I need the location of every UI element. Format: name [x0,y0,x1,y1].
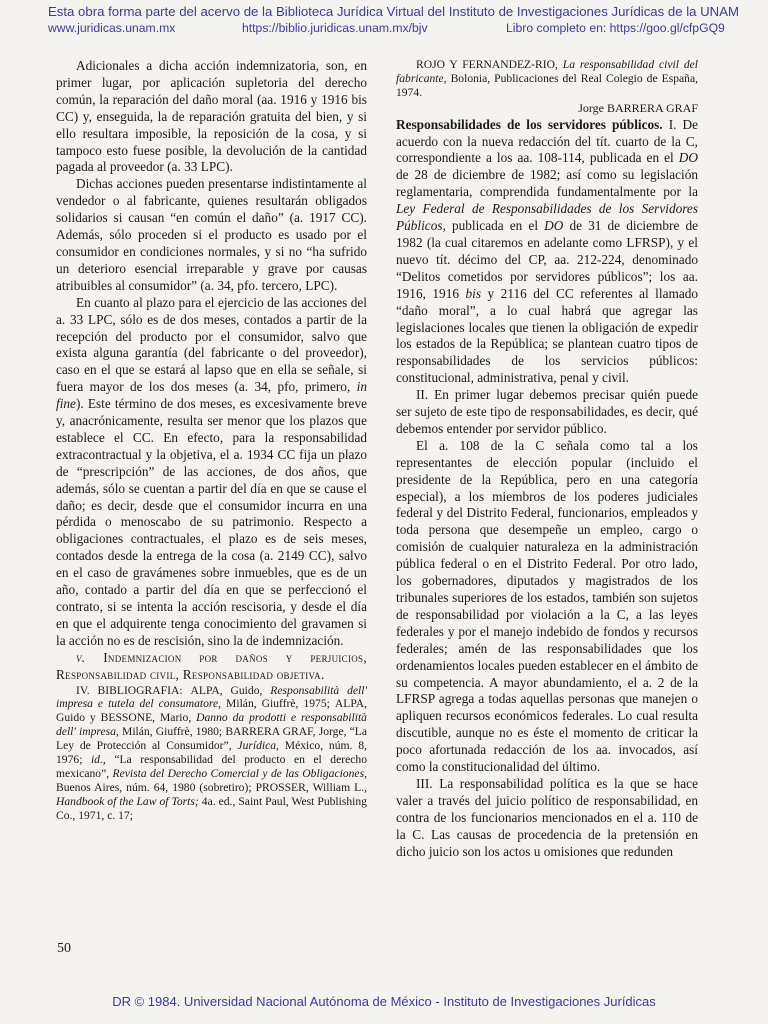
left-column [56,58,367,823]
paragraph: El a. 108 de la C señala como tal a los representantes de elección popular (incluido el presidente de la República, pero en una categoría especial), a los miembros de los poderes judiciales federal y del Distrito Federal, funcionarios, empleados y toda persona que desempeñe un empleo, cargo o comisión de cualquier naturaleza en la administración pública federal o en el Distrito Federal. Por otro lado, los gobernadores, diputados y magistrados de los tribunales superiores de los estados, también son sujetos de responsabilidad por violación a la C, a las leyes federales y por el manejo indebido de fondos y recursos federales; amén de las responsabilidades que los ordenamientos locales pueden establecer en el ámbito de su competencia. A mayor abundamiento, el a. 2 de la LFRSP agrega a todas aquellas personas que manejen o apliquen recursos económicos federales. Lo cual resulta discutible, aunque no es éste el momento de criticar la poco afortunada redacción de los aa. invocados, así como la constitucionalidad del último. [396,437,698,775]
paragraph: En cuanto al plazo para el ejercicio de las acciones del a. 33 LPC, sólo es de dos meses, contados a partir de la recepción del producto por el consumidor, salvo que exista alguna garantía (del fabricante o del proveedor), caso en el que se estará al lapso que en ella se señale, si fuera mayor de los dos meses (a. 34, pfo, primero, in fine). Este término de dos meses, es excesivamente breve y, anacrónicamente, resulta ser menor que los plazos que establece el CC. En efecto, para la responsabilidad extracontractual y la objetiva, el a. 1934 CC fija un plazo de “prescripción” de las acciones, de dos años, que además, sólo se cuentan a partir del día en que se cause el daño; es decir, desde que el consumidor incurra en una pérdida o menoscabo de su patrimonio. Respecto a obligaciones contractuales, el plazo es de seis meses, contados desde la entrega de la cosa (a. 2149 CC), salvo en el caso de gravámenes sobre inmuebles, que es de un año, contado a partir del día en que se perfeccionó el contrato, si se intenta la acción rescisoria, y desde el día en que el adquirente tenga conocimiento del gravamen si la acción no es de rescisión, sino la de indemnización. [56,294,367,648]
page-number: 50 [57,941,71,956]
bibliography: IV. BIBLIOGRAFIA: ALPA, Guido, Responsabilità dell' impresa e tutela del consumatore, Milán, Giuffrè, 1975; ALPA, Guido y BESSONE, Mario, Danno da prodotti e responsabilità dell' impresa, Milán, Giuffrè, 1980; BARRERA GRAF, Jorge, “La Ley de Protección al Consumidor”, Jurídica, México, núm. 8, 1976; id., “La responsabilidad del producto en el derecho mexicano”, Revista del Derecho Comercial y de las Obligaciones, Buenos Aires, núm. 64, 1980 (sobretiro); PROSSER, William L., Handbook of the Law of Torts; 4a. ed., Saint Paul, West Publishing Co., 1971, c. 17; [56,683,368,822]
entry-author: Jorge BARRERA GRAF [578,100,698,115]
full-book-link[interactable]: Libro completo en: https://goo.gl/cfpGQ9 [506,21,725,35]
banner-notice: Esta obra forma parte del acervo de la Biblioteca Jurídica Virtual del Instituto de Investigaciones Jurídicas de la UNAM [48,4,739,19]
paragraph: III. La responsabilidad política es la que se hace valer a través del juicio político de responsabilidad, en contra de los funcionarios mencionados en el a. 110 de la C. Las causas de procedencia de la pretensión en dicho juicio son los actos u omisiones que redunden [396,775,698,859]
source-banner [0,0,768,44]
cross-reference-section: v. Indemnizacion por daños y perjuicios, Responsabilidad civil, Responsabilidad objetiva. [56,649,367,682]
site-link[interactable]: www.juridicas.unam.mx [48,21,176,35]
copyright-footer: DR © 1984. Universidad Nacional Autónoma de México - Instituto de Investigaciones Jurídicas [112,994,656,1009]
paragraph: II. En primer lugar debemos precisar quién puede ser sujeto de este tipo de responsabilidades, es decir, qué debemos entender por servidor público. [396,387,698,436]
paragraph: Dichas acciones pueden presentarse indistintamente al vendedor o al fabricante, quienes resultarán obligados solidarios si causan “en común el daño” (a. 1917 CC). Además, sólo proceden si el producto es usado por el consumidor en condiciones normales, y si no “ha sufrido un deterioro esencial irreparable y grave por causas atribuibles al consumidor” (a. 34, pfo. tercero, LPC). [56,176,367,293]
paragraph: Adicionales a dicha acción indemnizatoria, son, en primer lugar, por aplicación supletoria del derecho común, la reparación del daño moral (aa. 1916 y 1916 bis CC) y, enseguida, la de reparación gratuita del bien, y si ello resultara imposible, la reposición de la cosa, y si tampoco esto fuese posible, la devolución de la cantidad pagada al proveedor (a. 33 LPC). [56,58,367,175]
bjv-link[interactable]: https://biblio.juridicas.unam.mx/bjv [242,21,428,35]
right-column [396,58,698,861]
bibliography-continued: ROJO Y FERNANDEZ-RIO, La responsabilidad civil del fabricante, Bolonia, Publicaciones del Real Colegio de España, 1974. [396,58,698,99]
entry-title: Responsabilidades de los servidores públicos. [396,116,663,132]
entry-paragraph: Responsabilidades de los servidores públicos. I. De acuerdo con la nueva redacción del tít. cuarto de la C, correspondiente a los aa. 108-114, publicada en el DO de 28 de diciembre de 1982; así como su legislación reglamentaria, comprendida fundamentalmente por la Ley Federal de Responsabilidades de los Servidores Públicos, publicada en el DO de 31 de diciembre de 1982 (la cual citaremos en adelante como LFRSP), y el nuevo tít. décimo del CP, aa. 212-224, denominado “Delitos cometidos por servidores públicos”; los aa. 1916, 1916 bis y 2116 del CC referentes al llamado “daño moral”, a lo cual habrá que agregar las legislaciones locales que tienen la obligación de expedir los estados de la República; se plantean cuatro tipos de responsabilidades de los servicios públicos: constitucional, administrativa, penal y civil. [396,116,699,386]
